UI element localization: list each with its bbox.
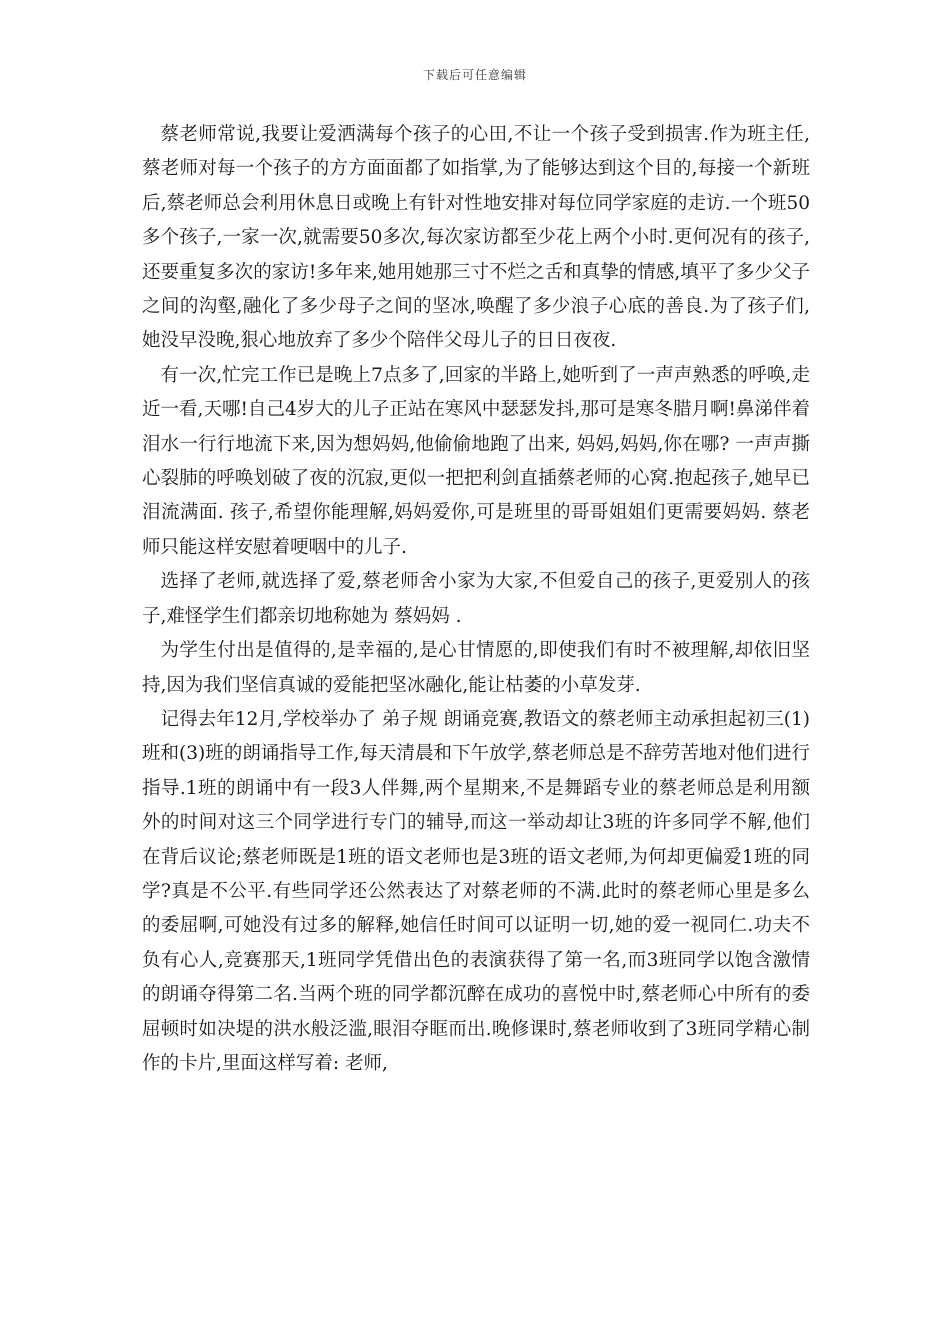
paragraph-home-visits: 蔡老师常说,我要让爱洒满每个孩子的心田,不让一个孩子受到损害.作为班主任,蔡老师对每一个孩子的方方面面都了如指掌,为了能够达到这个目的,每接一个新班后,蔡老师总会利用休息日或晚上有针对性地安排对每位同学家庭的走访.一个班50多个孩子,一家一次,就需要50多次,每次家访都至少花上两个小时.更何况有的孩子,还要重复多次的家访!多年来,她用她那三寸不烂之舌和真挚的情感,填平了多少父子之间的沟壑,融化了多少母子之间的坚冰,唤醒了多少浪子心底的善良.为了孩子们,她没早没晚,狠心地放弃了多少个陪伴父母儿子的日日夜夜. [142, 124, 810, 352]
paragraph-recitation-contest: 记得去年12月,学校举办了 弟子规 朗诵竞赛,教语文的蔡老师主动承担起初三(1)班和(3)班的朗诵指导工作,每天清晨和下午放学,蔡老师总是不辞劳苦地对他们进行指导.1班的朗诵中有一段3人伴舞,两个星期来,不是舞蹈专业的蔡老师总是利用额外的时间对这三个同学进行专门的辅导,而这一举动却让3班的许多同学不解,他们在背后议论;蔡老师既是1班的语文老师也是3班的语文老师,为何却更偏爱1班的同学?真是不公平.有些同学还公然表达了对蔡老师的不满.此时的蔡老师心里是多么的委屈啊,可她没有过多的解释,她信任时间可以证明一切,她的爱一视同仁.功夫不负有心人,竞赛那天,1班同学凭借出色的表演获得了第一名,而3班同学以饱含激情的朗诵夺得第二名.当两个班的同学都沉醉在成功的喜悦中时,蔡老师心中所有的委屈顿时如决堤的洪水般泛滥,眼泪夺眶而出.晚修课时,蔡老师收到了3班同学精心制作的卡片,里面这样写着: 老师, [142, 708, 810, 1074]
page-header: 下载后可任意编辑 [422, 68, 527, 82]
document-body [142, 118, 810, 1081]
paragraph-worth-it: 为学生付出是值得的,是幸福的,是心甘情愿的,即使我们有时不被理解,却依旧坚持,因为我们坚信真诚的爱能把坚冰融化,能让枯萎的小草发芽. [142, 640, 810, 696]
paragraph-mama-cai: 选择了老师,就选择了爱,蔡老师舍小家为大家,不但爱自己的孩子,更爱别人的孩子,难怪学生们都亲切地称她为 蔡妈妈 . [142, 571, 810, 627]
paragraph-son-in-cold: 有一次,忙完工作已是晚上7点多了,回家的半路上,她听到了一声声熟悉的呼唤,走近一看,天哪!自己4岁大的儿子正站在寒风中瑟瑟发抖,那可是寒冬腊月啊!鼻涕伴着泪水一行行地流下来,因为想妈妈,他偷偷地跑了出来, 妈妈,妈妈,你在哪? 一声声撕心裂肺的呼唤划破了夜的沉寂,更似一把把利剑直插蔡老师的心窝.抱起孩子,她早已泪流满面. 孩子,希望你能理解,妈妈爱你,可是班里的哥哥姐姐们更需要妈妈. 蔡老师只能这样安慰着哽咽中的儿子. [142, 364, 810, 558]
